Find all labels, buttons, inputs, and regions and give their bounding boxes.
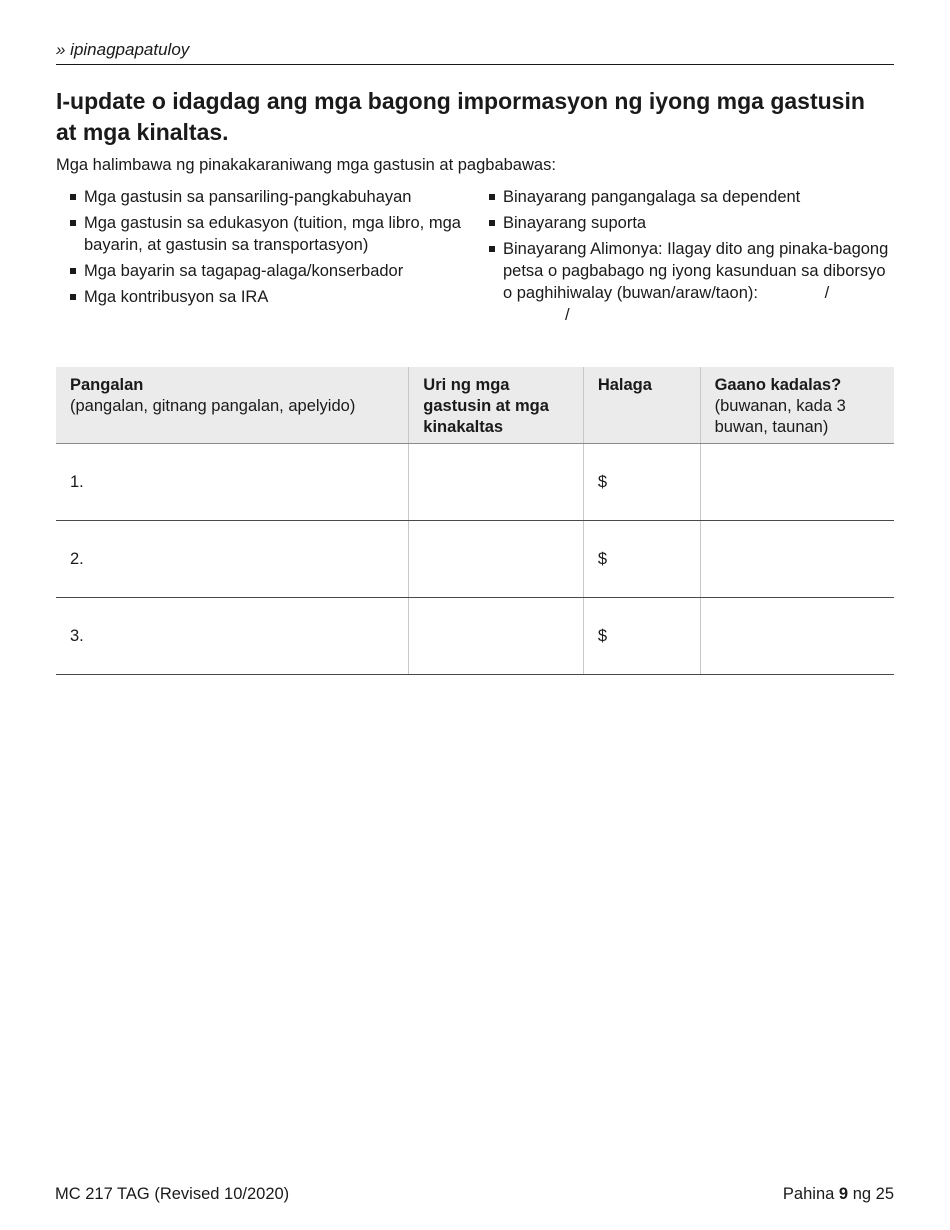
header-frequency: Gaano kadalas? (buwanan, kada 3 buwan, taunan) bbox=[700, 367, 894, 444]
table-row bbox=[56, 521, 894, 598]
examples-list-left bbox=[70, 186, 470, 312]
type-cell[interactable] bbox=[409, 444, 584, 521]
table-row bbox=[56, 444, 894, 521]
type-cell[interactable] bbox=[409, 521, 584, 598]
frequency-cell[interactable] bbox=[700, 444, 894, 521]
continued-label: » ipinagpapatuloy bbox=[56, 40, 894, 65]
type-cell[interactable] bbox=[409, 598, 584, 675]
examples-list-right bbox=[489, 186, 889, 330]
page-number: Pahina 9 ng 25 bbox=[782, 1185, 894, 1203]
frequency-cell[interactable] bbox=[700, 598, 894, 675]
amount-cell[interactable]: $ bbox=[583, 598, 700, 675]
bullet-square-icon bbox=[489, 194, 495, 200]
list-item: Binayarang pangangalaga sa dependent bbox=[489, 186, 889, 208]
list-item: Binayarang suporta bbox=[489, 212, 889, 234]
table-header-row bbox=[56, 367, 894, 444]
table-row bbox=[56, 598, 894, 675]
name-cell[interactable]: 2. bbox=[56, 521, 409, 598]
list-item: Mga gastusin sa edukasyon (tuition, mga libro, mga bayarin, at gastusin sa transportasyon) bbox=[70, 212, 470, 256]
form-id: MC 217 TAG (Revised 10/2020) bbox=[55, 1185, 290, 1203]
name-cell[interactable]: 3. bbox=[56, 598, 409, 675]
list-item: Mga gastusin sa pansariling-pangkabuhayan bbox=[70, 186, 470, 208]
intro-text: Mga halimbawa ng pinakakaraniwang mga gastusin at pagbabawas: bbox=[56, 156, 556, 174]
amount-cell[interactable]: $ bbox=[583, 521, 700, 598]
section-heading: I-update o idagdag ang mga bagong impormasyon ng iyong mga gastusin at mga kinaltas. bbox=[56, 88, 865, 145]
name-cell[interactable]: 1. bbox=[56, 444, 409, 521]
expenses-table bbox=[56, 367, 894, 675]
bullet-square-icon bbox=[489, 220, 495, 226]
bullet-square-icon bbox=[70, 294, 76, 300]
list-item: Mga bayarin sa tagapag-alaga/konserbador bbox=[70, 260, 470, 282]
list-item: Mga kontribusyon sa IRA bbox=[70, 286, 470, 308]
amount-cell[interactable]: $ bbox=[583, 444, 700, 521]
header-amount: Halaga bbox=[583, 367, 700, 444]
bullet-square-icon bbox=[489, 246, 495, 252]
bullet-square-icon bbox=[70, 194, 76, 200]
frequency-cell[interactable] bbox=[700, 521, 894, 598]
header-name: Pangalan (pangalan, gitnang pangalan, apelyido) bbox=[56, 367, 409, 444]
bullet-square-icon bbox=[70, 268, 76, 274]
list-item-alimony: Binayarang Alimonya: Ilagay dito ang pinaka-bagong petsa o pagbabago ng iyong kasunduan sa diborsyo o paghihiwalay (buwan/araw/taon): // bbox=[489, 238, 889, 326]
bullet-square-icon bbox=[70, 220, 76, 226]
header-type: Uri ng mga gastusin at mga kinakaltas bbox=[409, 367, 584, 444]
